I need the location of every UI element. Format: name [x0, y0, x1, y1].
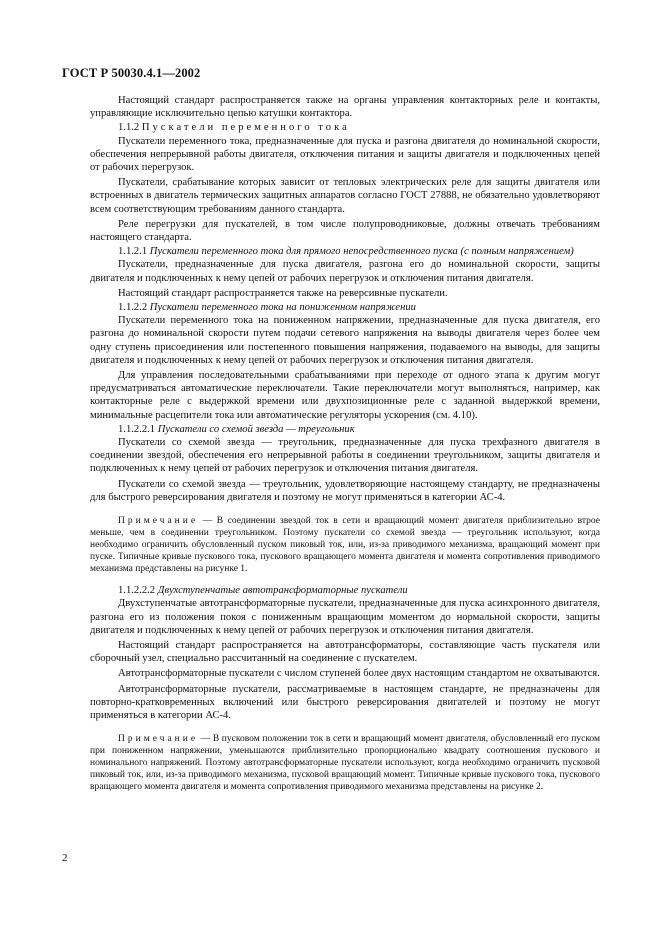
note-1: [90, 515, 600, 575]
note-2: [90, 733, 600, 793]
section-number: 1.1.2.2.1: [118, 423, 156, 435]
paragraph: Пускатели переменного тока на пониженном напряжении, предназначенные для пуска двигателя, его разгона до номинальной скорости путем подачи сетевого напряжения на выводы двигателя через более чем одну ступень присоединения или постепенного повышения напряжения, подаваемого на выводы, для защиты двигателя и подключенных к нему цепей от рабочих перегрузок и отключения питания двигателя.: [90, 315, 600, 366]
page-number: 2: [62, 852, 68, 864]
paragraph: Настоящий стандарт распространяется на автотрансформаторы, составляющие часть пускателя или сборочный узел, специально рассчитанный на соединение с пускателем.: [90, 639, 600, 665]
section-title: Пускатели переменного тока для прямого непосредственного пуска (с полным напряжением): [149, 246, 574, 258]
standard-header: ГОСТ Р 50030.4.1—2002: [62, 66, 201, 80]
paragraph: Пускатели, срабатывание которых зависит от тепловых электрических реле для защиты двигателя или встроенных в двигатель термических защитных аппаратов согласно ГОСТ 27888, не обязательно удовлетворяют всем соответствующим требованиям данного стандарта.: [90, 177, 600, 215]
paragraph: Пускатели переменного тока, предназначенные для пуска и разгона двигателя до номинальной скорости, обеспечения непрерывной работы двигателя, отключения питания и защиты двигателя и подключенных цепей от рабочих перегрузок.: [90, 135, 600, 174]
section-number: 1.1.2.2.2: [118, 585, 156, 597]
section-number: 1.1.2: [118, 122, 140, 134]
note-text: — В пусковом положении ток в сети и вращающий момент двигателя, обусловленный его пуском при пониженном напряжении, уменьшаются приблизительно пропорционально квадрату соотношения пускового и номинального напряжений. Поэтому автотрансформаторные пускатели используют, когда необходимо ограничить пусковой пиковый ток, или, из-за приводимого механизма, пусковой вращающий момент. Типичные кривые пускового тока, пускового вращающего момента двигателя и момента сопротивления приводимого механизма представлены на рисунке 2.: [90, 734, 601, 793]
paragraph: Реле перегрузки для пускателей, в том числе полупроводниковые, должны отвечать требованиям настоящего стандарта.: [90, 218, 600, 244]
section-heading-1-1-2-2-1: [90, 423, 600, 436]
paragraph: Двухступенчатые автотрансформаторные пускатели, предназначенные для пуска асинхронного двигателя, разгона его из положения покоя с пониженным вращающим моментом до нормальной скорости, защиты двигателя и подключенных к нему цепей от рабочих перегрузок и отключения питания двигателя.: [90, 598, 600, 636]
paragraph: Для управления последовательными срабатываниями при переходе от одного этапа к другим могут предусматриваться автоматические переключатели. Такие переключатели могут выполняться, например, как контакторные реле с выдержкой времени или двухпозиционные реле с заданной выдержкой времени, минимальные расцепители тока или автоматические регуляторы ускорения (см. 4.10).: [90, 370, 600, 421]
section-heading-1-1-2-1: [90, 245, 600, 258]
section-number: 1.1.2.1: [118, 246, 148, 258]
paragraph: Пускатели со схемой звезда — треугольник, удовлетворяющие настоящему стандарту, не предназначены для быстрого реверсирования двигателя и поэтому не могут применяться в категории АС-4.: [90, 478, 600, 503]
paragraph: Автотрансформаторные пускатели с числом ступеней более двух настоящим стандартом не охватываются.: [118, 668, 600, 680]
section-number: 1.1.2.2: [118, 302, 148, 314]
paragraph: Настоящий стандарт распространяется также на органы управления контакторных реле и контакты, управляющие исключительно цепью катушки контактора.: [90, 95, 600, 120]
paragraph: Пускатели, предназначенные для пуска двигателя, разгона его до номинальной скорости, защиты двигателя и подключенных к нему цепей от рабочих перегрузок и отключения питания двигателя.: [90, 259, 600, 284]
section-heading-1-1-2: [90, 121, 600, 134]
paragraph: Настоящий стандарт распространяется также на реверсивные пускатели.: [118, 287, 448, 299]
document-body: [90, 94, 600, 802]
note-label: Примечание: [118, 516, 199, 527]
section-title: Двухступенчатые автотрансформаторные пускатели: [157, 585, 408, 597]
section-heading-1-1-2-2: [90, 301, 600, 314]
section-heading-1-1-2-2-2: [90, 584, 600, 597]
paragraph: Пускатели со схемой звезда — треугольник, предназначенные для пуска трехфазного двигателя в соединении звездой, обеспечения его непрерывной работы в соединении треугольником, защиты двигателя и подключенных к нему цепей от рабочих перегрузок и отключения питания двигателя.: [90, 437, 600, 475]
paragraph: Автотрансформаторные пускатели, рассматриваемые в настоящем стандарте, не предназначены для повторно-кратковременных включений или быстрого реверсирования двигателей и поэтому не могут применяться в категории АС-4.: [90, 683, 600, 721]
note-text: — В соединении звездой ток в сети и вращающий момент двигателя приблизительно втрое меньше, чем в соединении треугольником. Поэтому пускатели со схемой звезда — треугольник используют, когда необходимо ограничить обусловленный пуском пиковый ток, или, из-за приводимого механизма, вращающий момент при пуске. Типичные кривые пускового тока, пускового вращающего момента двигателя и момента сопротивления приводимого механизма представлены на рисунке 1.: [90, 516, 601, 575]
note-label: Примечание: [118, 734, 199, 745]
section-title: Пускатели со схемой звезда — треугольник: [157, 423, 355, 435]
section-title: Пускатели переменного тока на пониженном напряжении: [149, 302, 416, 314]
section-title: Пускатели переменного тока: [141, 122, 350, 134]
